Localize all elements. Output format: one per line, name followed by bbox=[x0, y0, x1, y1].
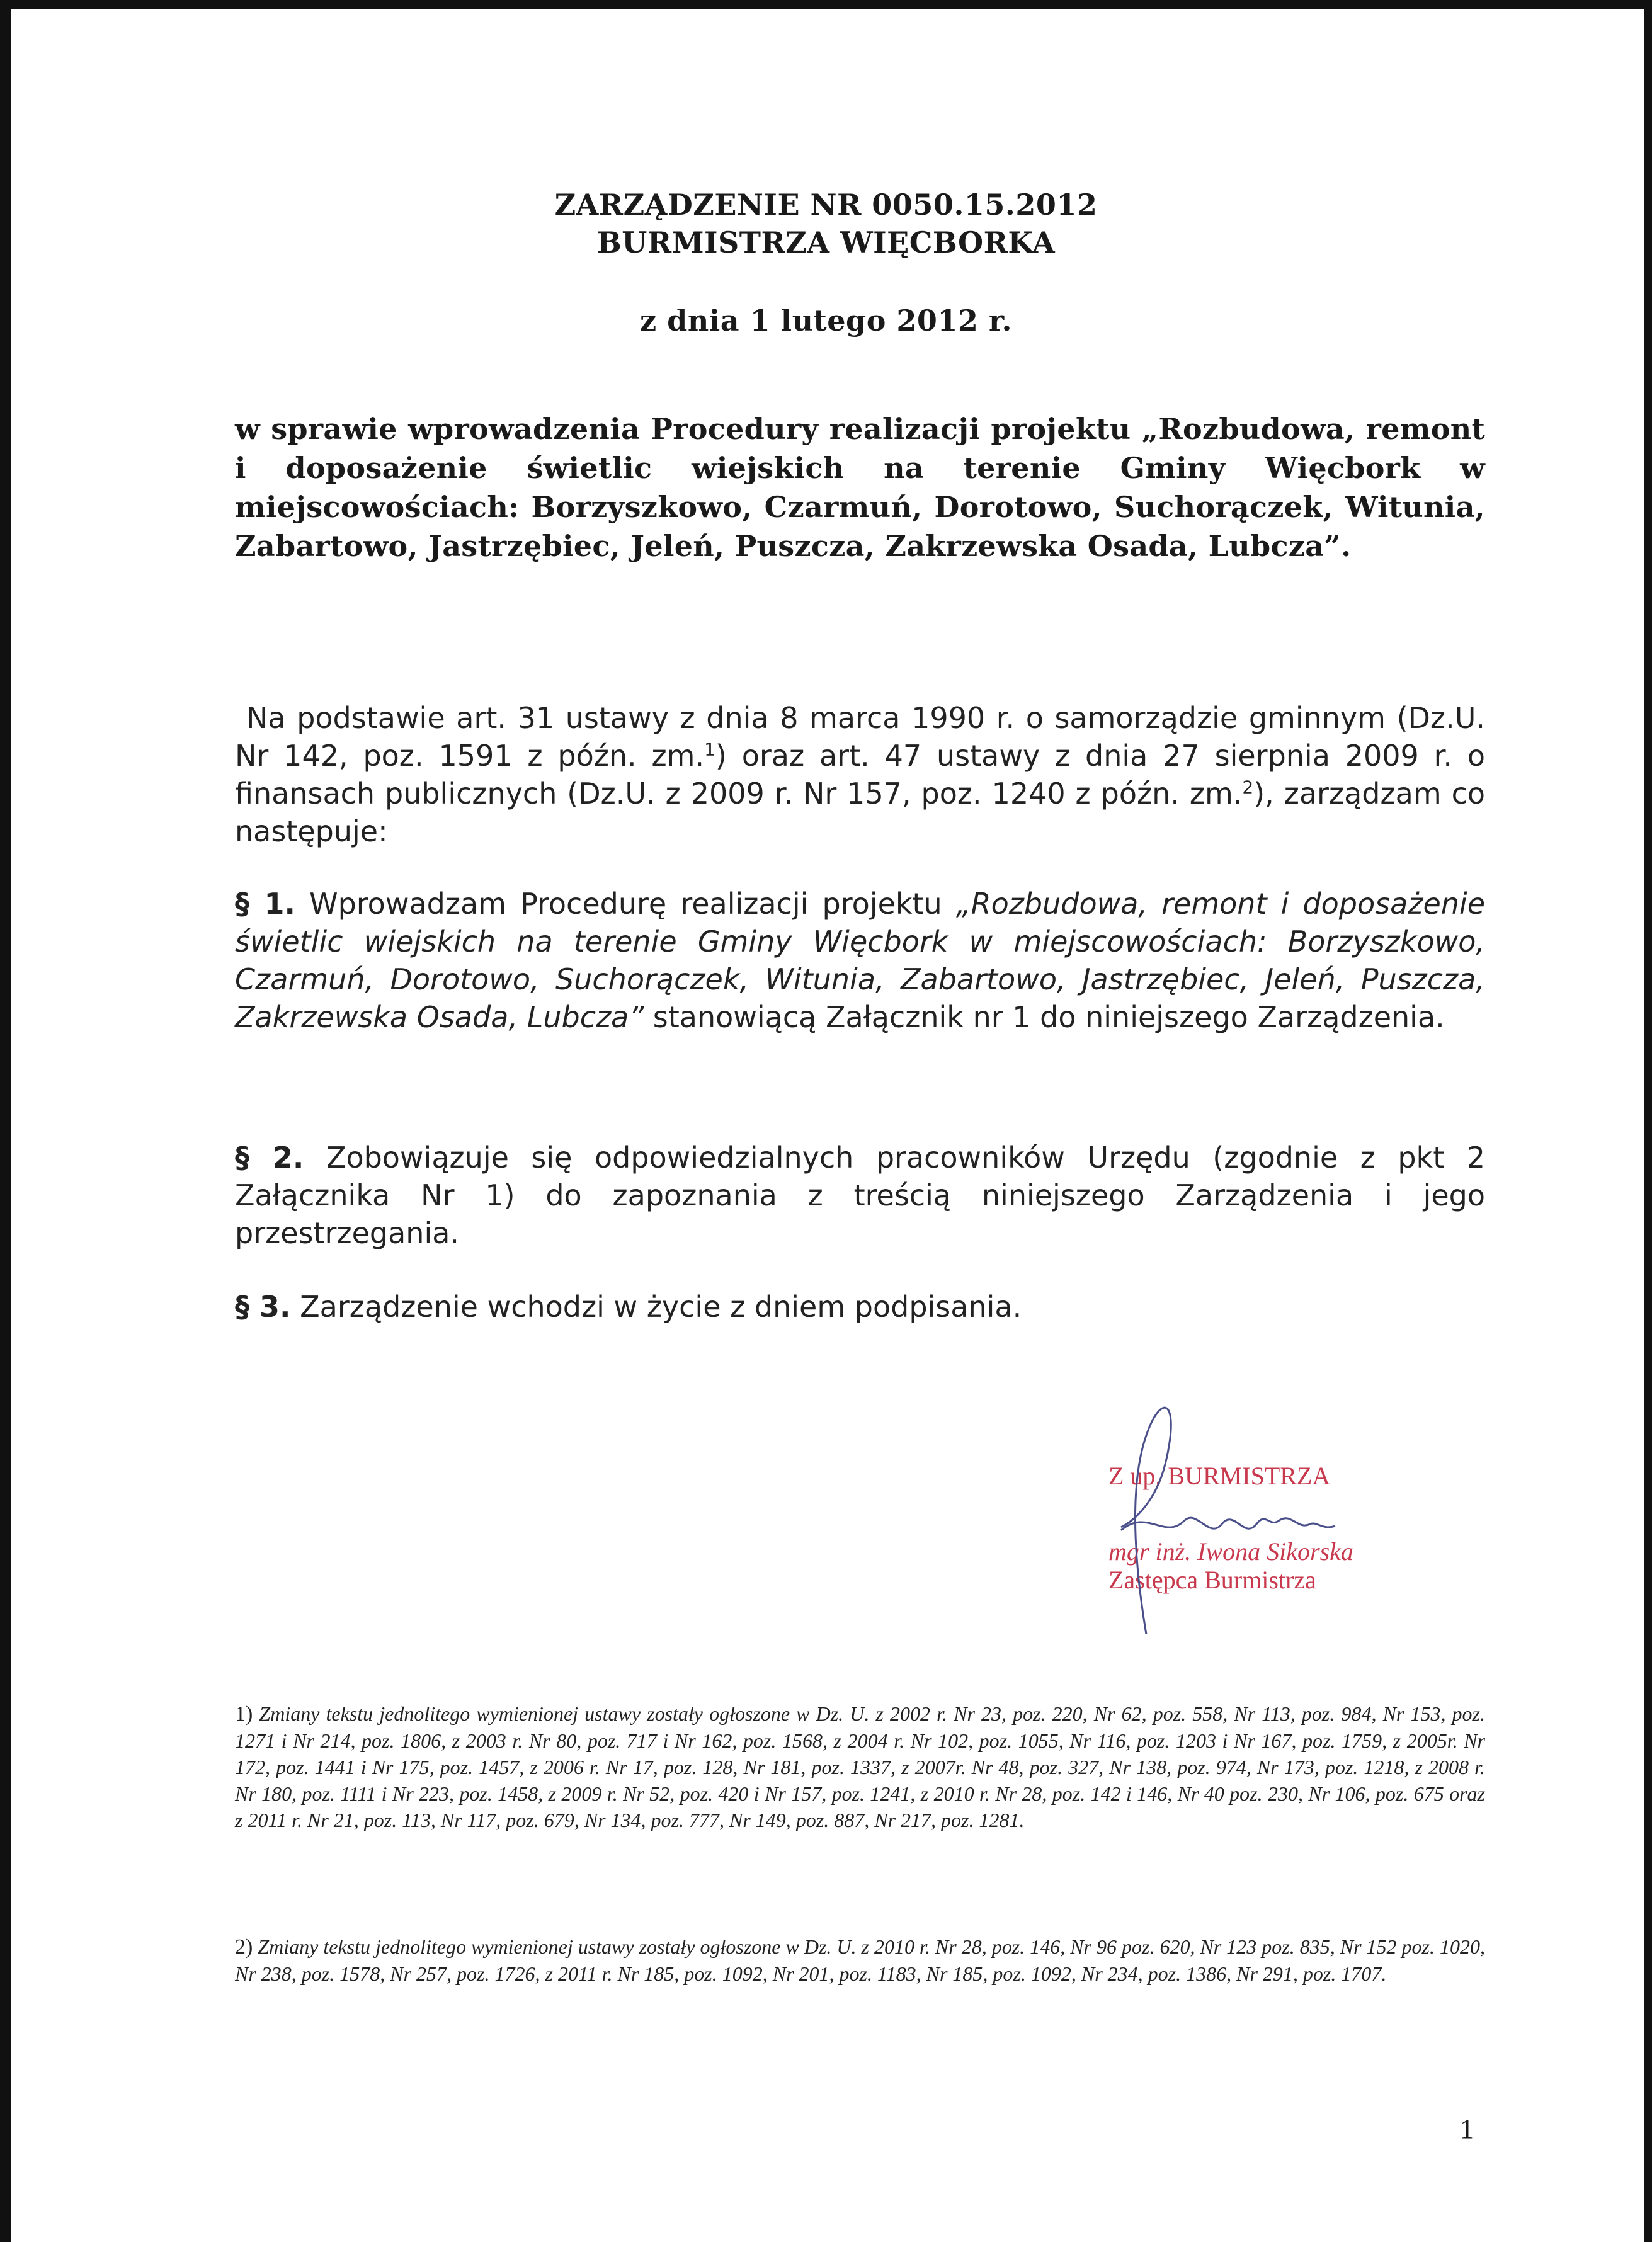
section-1-text-before: Wprowadzam Procedurę realizacji projektu bbox=[309, 887, 956, 921]
ordinance-number: ZARZĄDZENIE NR 0050.15.2012 bbox=[554, 188, 1098, 222]
section-1-project-title: „Rozbudowa, remont i doposażenie świetlic wiejskich na terenie Gminy Więcbork w miejscowościach: Borzyszkowo, Czarmuń, Dorotowo, Suchorączek, Witunia, Zabartowo, Jastrzębiec, Jeleń, Puszcza, Zakrzewska Osada, Lubcza” bbox=[235, 887, 1485, 1034]
issuing-authority: BURMISTRZA WIĘCBORKA bbox=[596, 225, 1056, 259]
legal-basis-part3: ), zarządzam co następuje: bbox=[235, 777, 1486, 848]
footnote-1-mark: 1) bbox=[235, 1702, 253, 1726]
page-number: 1 bbox=[1460, 2114, 1474, 2144]
footnote-2 bbox=[235, 1933, 1485, 1987]
footnote-2-mark: 2) bbox=[235, 1935, 253, 1959]
legal-basis-paragraph bbox=[235, 699, 1485, 850]
section-1-mark: § 1. bbox=[235, 887, 295, 921]
section-1-text-after: stanowiącą Załącznik nr 1 do niniejszego Zarządzenia. bbox=[644, 1000, 1445, 1034]
section-2-text: Zobowiązuje się odpowiedzialnych pracowników Urzędu (zgodnie z pkt 2 Załącznika Nr 1) do zapoznania z treścią niniejszego Zarządzenia i jego przestrzegania. bbox=[235, 1141, 1486, 1250]
scan-border-top bbox=[0, 0, 1652, 9]
stamp-signatory-name: mgr inż. Iwona Sikorska bbox=[1108, 1537, 1353, 1566]
footnote-2-text: Zmiany tekstu jednolitego wymienionej ustawy zostały ogłoszone w Dz. U. z 2010 r. Nr 28, poz. 146, Nr 96 poz. 620, Nr 123 poz. 835, Nr 152 poz. 1020, Nr 238, poz. 1578, Nr 257, poz. 1726, z 2011 r. Nr 185, poz. 1092, Nr 201, poz. 1183, Nr 185, poz. 1092, Nr 234, poz. 1386, Nr 291, poz. 1707. bbox=[235, 1935, 1486, 1985]
section-2-paragraph bbox=[235, 1139, 1485, 1252]
document-header bbox=[0, 186, 1652, 339]
footnote-1 bbox=[235, 1700, 1485, 1833]
ordinance-subject: w sprawie wprowadzenia Procedury realizacji projektu „Rozbudowa, remont i doposażenie świetlic wiejskich na terenie Gminy Więcbork w miejscowościach: Borzyszkowo, Czarmuń, Dorotowo, Suchorączek, Witunia, Zabartowo, Jastrzębiec, Jeleń, Puszcza, Zakrzewska Osada, Lubcza”. bbox=[235, 412, 1485, 563]
section-3-paragraph bbox=[235, 1288, 1485, 1326]
legal-basis-part1: Na podstawie art. 31 ustawy z dnia 8 marca 1990 r. o samorządzie gminnym (Dz.U. Nr 142, poz. 1591 z późn. zm. bbox=[235, 701, 1485, 773]
section-3-mark: § 3. bbox=[235, 1290, 291, 1324]
section-1-paragraph bbox=[235, 885, 1485, 1036]
legal-basis-part2: ) oraz art. 47 ustawy z dnia 27 sierpnia 2009 r. o finansach publicznych (Dz.U. z 2009 r. Nr 157, poz. 1240 z późn. zm. bbox=[235, 739, 1485, 811]
ordinance-date: z dnia 1 lutego 2012 r. bbox=[640, 304, 1012, 338]
footnote-ref-1: 1 bbox=[704, 739, 715, 760]
handwritten-signature bbox=[1108, 1395, 1398, 1634]
stamp-authority: Z up. BURMISTRZA bbox=[1108, 1462, 1331, 1490]
section-2-mark: § 2. bbox=[235, 1141, 304, 1175]
footnote-ref-2: 2 bbox=[1242, 777, 1254, 798]
footnote-1-text: Zmiany tekstu jednolitego wymienionej ustawy zostały ogłoszone w Dz. U. z 2002 r. Nr 23, poz. 220, Nr 62, poz. 558, Nr 113, poz. 984, Nr 153, poz. 1271 i Nr 214, poz. 1806, z 2003 r. Nr 80, poz. 717 i Nr 162, poz. 1568, z 2004 r. Nr 102, poz. 1055, Nr 116, poz. 1203 i Nr 167, poz. 1759, z 2005r. Nr 172, poz. 1441 i Nr 175, poz. 1457, z 2006 r. Nr 17, poz. 128, Nr 181, poz. 1337, z 2007r. Nr 48, poz. 327, Nr 138, poz. 974, Nr 173, poz. 1218, z 2008 r. Nr 180, poz. 1111 i Nr 223, poz. 1458, z 2009 r. Nr 52, poz. 420 i Nr 157, poz. 1241, z 2010 r. Nr 28, poz. 142 i 146, Nr 40 poz. 230, Nr 106, poz. 675 oraz z 2011 r. Nr 21, poz. 113, Nr 117, poz. 679, Nr 134, poz. 777, Nr 149, poz. 887, Nr 217, poz. 1281. bbox=[235, 1702, 1486, 1831]
stamp-signatory-role: Zastępca Burmistrza bbox=[1108, 1566, 1316, 1594]
section-3-text: Zarządzenie wchodzi w życie z dniem podpisania. bbox=[300, 1290, 1022, 1324]
